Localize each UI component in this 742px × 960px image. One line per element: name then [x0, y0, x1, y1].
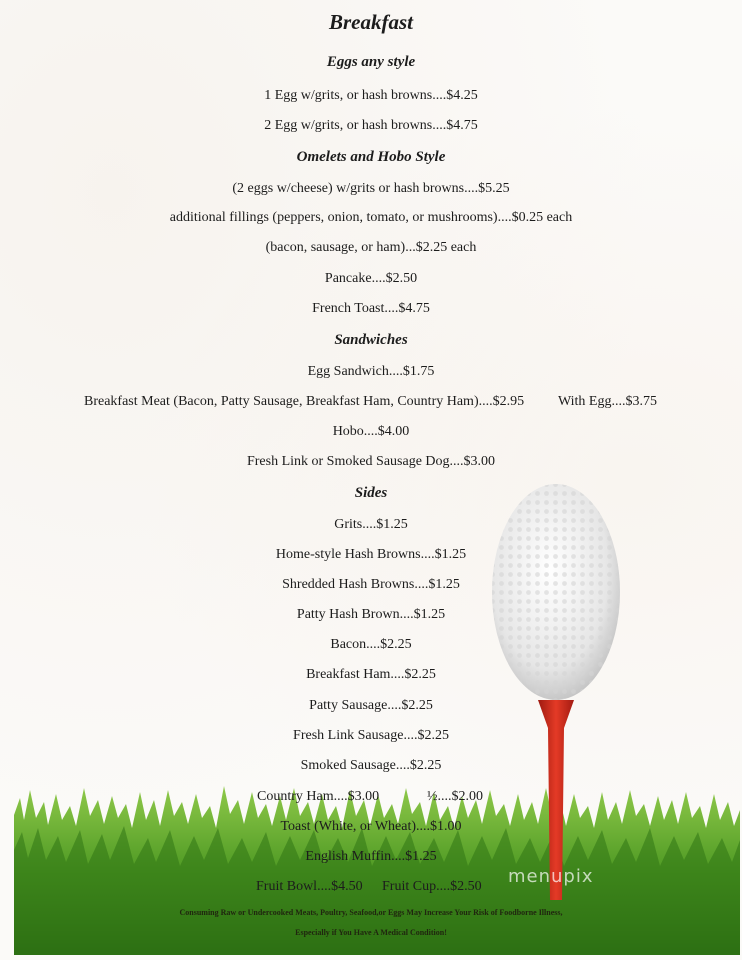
menu-title: Breakfast: [329, 10, 413, 34]
menu-item-split: [0, 879, 742, 897]
menu-item: Patty Sausage....$2.25: [309, 698, 433, 713]
menu-item: Bacon....$2.25: [330, 637, 412, 652]
menu-item: Breakfast Ham....$2.25: [306, 667, 436, 682]
section-heading-eggs: Eggs any style: [326, 54, 416, 70]
menu-item: Grits....$1.25: [334, 517, 408, 532]
menu-item: (bacon, sausage, or ham)...$2.25 each: [265, 240, 477, 255]
watermark: menupix: [508, 866, 594, 887]
menu-item: Fresh Link or Smoked Sausage Dog....$3.00: [246, 454, 496, 469]
menu-item: 1 Egg w/grits, or hash browns....$4.25: [264, 88, 478, 103]
menu-item: ½....$2.00: [427, 789, 483, 804]
menu-item: Egg Sandwich....$1.75: [307, 364, 435, 379]
menu-item: Breakfast Meat (Bacon, Patty Sausage, Breakfast Ham, Country Ham)....$2.95: [84, 394, 525, 409]
disclaimer-line: Especially if You Have A Medical Condition!: [295, 928, 447, 937]
menu-item: Fresh Link Sausage....$2.25: [293, 728, 449, 743]
menu-item-split: [0, 789, 742, 807]
section-heading-sandwiches: Sandwiches: [334, 332, 408, 348]
section-heading-sides: Sides: [354, 485, 388, 501]
menu-item: English Muffin....$1.25: [305, 849, 437, 864]
menu-item: Hobo....$4.00: [332, 424, 410, 439]
section-heading-omelets: Omelets and Hobo Style: [296, 149, 446, 165]
disclaimer-line: Consuming Raw or Undercooked Meats, Poultry, Seafood,or Eggs May Increase Your Risk of Foodborne Illness,: [179, 908, 563, 917]
menu-item: Shredded Hash Browns....$1.25: [282, 577, 460, 592]
menu-item: (2 eggs w/cheese) w/grits or hash browns....$5.25: [232, 181, 510, 196]
menu-item: Smoked Sausage....$2.25: [300, 758, 442, 773]
menu-item: additional fillings (peppers, onion, tomato, or mushrooms)....$0.25 each: [169, 210, 573, 225]
menu-item: Home-style Hash Browns....$1.25: [275, 547, 467, 562]
menu-item: Fruit Cup....$2.50: [382, 879, 482, 894]
menu-item: Toast (White, or Wheat)....$1.00: [280, 819, 462, 834]
menu-item: 2 Egg w/grits, or hash browns....$4.75: [264, 118, 478, 133]
menu-item: Patty Hash Brown....$1.25: [296, 607, 446, 622]
menu-item: Country Ham....$3.00: [257, 789, 380, 804]
menu-item: With Egg....$3.75: [558, 394, 657, 409]
menu-item: French Toast....$4.75: [312, 301, 430, 316]
menu-item-split: [0, 394, 742, 412]
golf-ball-illustration: [488, 480, 628, 910]
menu-item: Fruit Bowl....$4.50: [256, 879, 363, 894]
menu-item: Pancake....$2.50: [324, 271, 418, 286]
